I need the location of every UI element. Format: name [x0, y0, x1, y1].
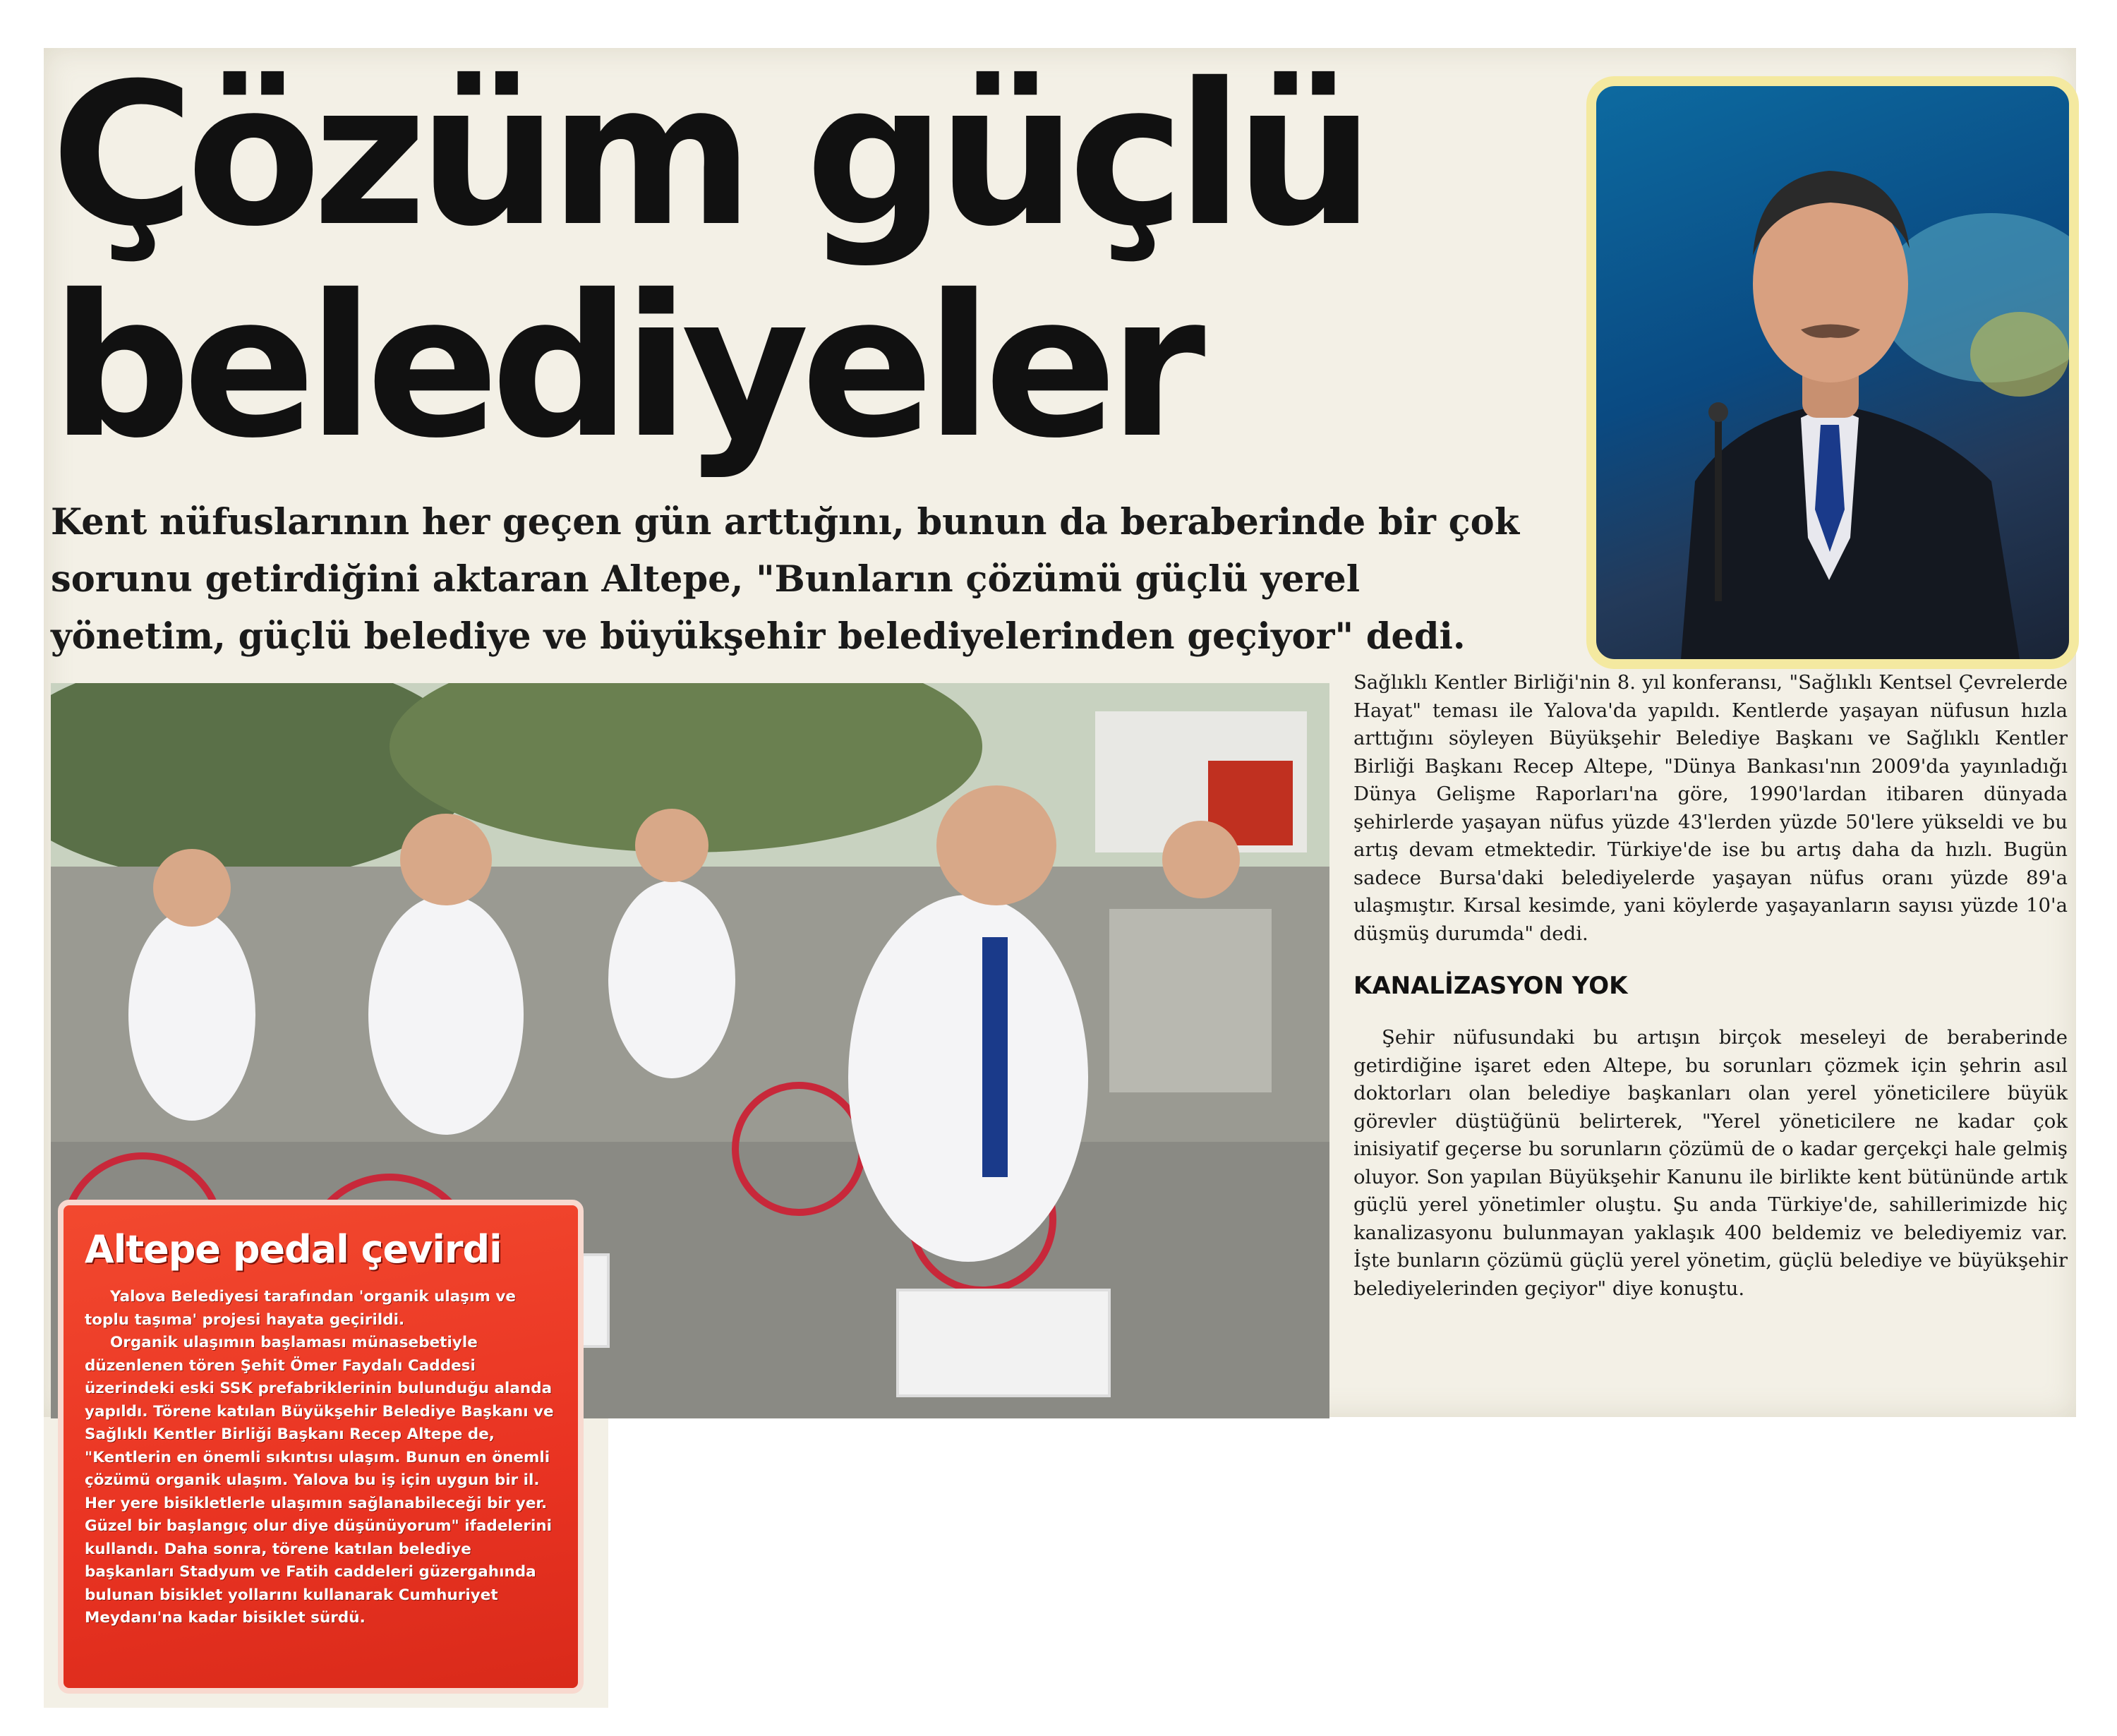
headline-line-1: Çözüm güçlü: [51, 41, 1367, 270]
headline: [51, 41, 1367, 481]
portrait-photo: [1586, 76, 2079, 669]
article-subheading: KANALİZASYON YOK: [1353, 972, 1628, 1000]
speaker-portrait-image: [1596, 86, 2069, 659]
article-paragraph-1: Sağlıklı Kentler Birliği'nin 8. yıl konferansı, "Sağlıklı Kentsel Çevrelerde Hayat" teması ile Yalova'da yapıldı. Kentlerde yaşayan nüfusun hızla arttığını söyleyen Büyükşehir Belediye Başkanı ve Sağlıklı Kentler Birliği Başkanı Recep Altepe, "Dünya Bankası'nın 2009'da yayınladığı Dünya Gelişme Raporları'na göre, 1990'lardan itibaren dünyada şehirlerde yaşayan nüfus yüzde 43'lerden yüzde 50'lere yükseldi ve bu artış devam etmektedir. Türkiye'de ise bu artış daha da hızlı. Bugün sadece Bursa'daki belediyelerde yaşayan nüfus oranı yüzde 89'a ulaşmıştır. Kırsal kesimde, yani köylerde yaşayanların sayısı yüzde 10'a düşmüş durumda" dedi.: [1353, 671, 2068, 945]
sidebar-paragraph-1: Yalova Belediyesi tarafından 'organik ulaşım ve toplu taşıma' projesi hayata geçirildi.: [85, 1288, 516, 1329]
sidebar-paragraph-2: Organik ulaşımın başlaması münasebetiyle düzenlenen tören Şehit Ömer Faydalı Caddesi üzerindeki eski SSK prefabriklerinin bulunduğu alanda yapıldı. Törene katılan Büyükşehir Belediye Başkanı ve Sağlıklı Kentler Birliği Başkanı Recep Altepe de, "Kentlerin en önemli sıkıntısı ulaşım. Bunun en önemli çözümü organik ulaşım. Yalova bu iş için uygun bir il. Her yere bisikletlerle ulaşımın sağlanabileceği bir yer. Güzel bir başlangıç olur diye düşünüyorum" ifadelerini kullandı. Daha sonra, törene katılan belediye başkanları Stadyum ve Fatih caddeleri güzergahında bulunan bisiklet yollarını kullanarak Cumhuriyet Meydanı'na kadar bisiklet sürdü.: [85, 1334, 554, 1627]
sidebar-title: Altepe pedal çevirdi: [85, 1227, 502, 1272]
article-body: [1353, 669, 2068, 1303]
article-paragraph-2: Şehir nüfusundaki bu artışın birçok meseleyi de beraberinde getirdiğine işaret eden Altepe, bu sorunları çözmek için şehrin asıl doktorları olan belediye başkanları olan yerel yöneticilere büyük görevler düştüğünü belirterek, "Yerel yöneticilere ne kadar çok inisiyatif geçerse bu sorunların çözümü de o kadar gerçekçi hale gelmiş oluyor. Son yapılan Büyükşehir Kanunu ile birlikte kent bütününde artık güçlü yerel yönetimler oluştu. Şu anda Türkiye'de, sahillerimizde hiç kanalizasyonu bulunmayan yaklaşık 400 beldemiz ve belediyemiz var. İşte bunların çözümü güçlü yerel yönetim, güçlü belediye ve büyükşehir belediyelerinden geçiyor" diye konuştu.: [1353, 1026, 2068, 1300]
headline-line-2: belediyeler: [51, 253, 1198, 481]
sidebar-box: [58, 1200, 584, 1694]
lead-paragraph: Kent nüfuslarının her geçen gün arttığını, bunun da beraberinde bir çok sorunu getirdiğini aktaran Altepe, "Bunların çözümü güçlü yerel yönetim, güçlü belediye ve büyükşehir belediyelerinden geçiyor" dedi.: [51, 501, 1520, 658]
